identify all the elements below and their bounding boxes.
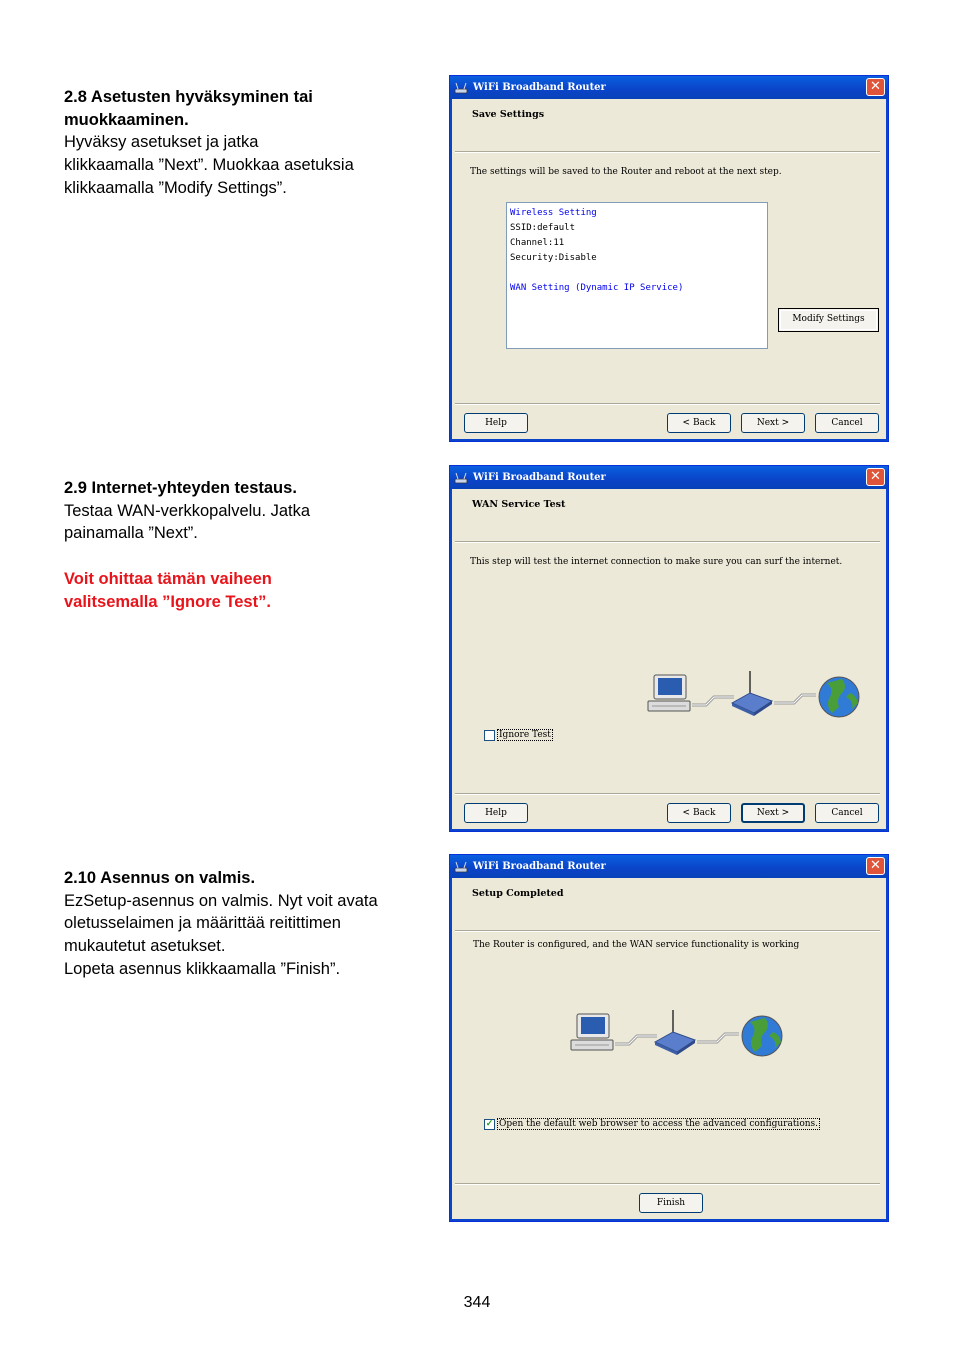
body-line: klikkaamalla ”Modify Settings”. <box>64 178 287 197</box>
title-bar[interactable] <box>450 466 888 489</box>
dialog-body <box>450 878 888 1221</box>
dialog-body <box>450 99 888 441</box>
security-value: Security:Disable <box>510 253 597 263</box>
next-button[interactable]: Next > <box>741 803 805 823</box>
body-line: painamalla ”Next”. <box>64 524 198 543</box>
close-button[interactable]: ✕ <box>866 857 885 875</box>
section-heading: 2.10 Asennus on valmis. <box>64 869 256 887</box>
globe-icon <box>742 1016 782 1056</box>
step-description: The Router is configured, and the WAN service functionality is working <box>473 940 800 950</box>
cancel-button[interactable]: Cancel <box>815 803 879 823</box>
router-icon <box>732 671 772 716</box>
router-app-icon <box>454 81 468 95</box>
body-line: Testaa WAN-verkkopalvelu. Jatka <box>64 501 311 520</box>
divider <box>455 151 880 153</box>
back-button[interactable]: < Back <box>667 803 731 823</box>
help-button[interactable]: Help <box>464 803 528 823</box>
body-line: mukautetut asetukset. <box>64 937 226 956</box>
section-wan-test-text <box>64 477 424 614</box>
close-button[interactable]: ✕ <box>866 78 885 96</box>
router-app-icon <box>454 860 468 874</box>
divider <box>455 930 880 932</box>
divider <box>455 403 880 405</box>
step-title: Setup Completed <box>472 888 564 899</box>
wan-heading: WAN Setting (Dynamic IP Service) <box>510 283 684 293</box>
section-heading: 2.8 Asetusten hyväksyminen tai muokkaaminen. <box>64 88 313 129</box>
close-button[interactable]: ✕ <box>866 468 885 486</box>
window-title: WiFi Broadband Router <box>473 472 606 483</box>
network-diagram <box>567 1006 787 1062</box>
open-browser-checkbox-row[interactable] <box>484 1118 820 1130</box>
body-line: Lopeta asennus klikkaamalla ”Finish”. <box>64 959 341 978</box>
step-title: WAN Service Test <box>472 499 566 510</box>
note-line: valitsemalla ”Ignore Test”. <box>64 592 271 611</box>
globe-icon <box>819 677 859 717</box>
divider <box>455 541 880 543</box>
window-title: WiFi Broadband Router <box>473 861 606 872</box>
step-title: Save Settings <box>472 109 545 120</box>
step-description: This step will test the internet connection to make sure you can surf the internet. <box>470 557 843 567</box>
section-heading: 2.9 Internet-yhteyden testaus. <box>64 479 297 497</box>
wan-service-test-dialog <box>449 465 889 832</box>
finish-button[interactable]: Finish <box>639 1193 703 1213</box>
title-bar[interactable] <box>450 855 888 878</box>
modify-settings-button[interactable]: Modify Settings <box>778 308 879 332</box>
help-button[interactable]: Help <box>464 413 528 433</box>
cancel-button[interactable]: Cancel <box>815 413 879 433</box>
network-diagram <box>644 667 864 723</box>
body-line: oletusselaimen ja määrittää reitittimen <box>64 914 341 933</box>
open-browser-checkbox[interactable]: ✓ <box>485 1118 494 1129</box>
computer-icon <box>571 1014 613 1050</box>
body-line: klikkaamalla ”Next”. Muokkaa asetuksia <box>64 156 354 175</box>
title-bar[interactable] <box>450 76 888 99</box>
dialog-body <box>450 489 888 831</box>
body-line: Hyväksy asetukset ja jatka <box>64 133 259 152</box>
ignore-test-note <box>64 568 424 613</box>
computer-icon <box>648 675 690 711</box>
step-description: The settings will be saved to the Router and reboot at the next step. <box>470 167 782 177</box>
open-browser-label[interactable]: Open the default web browser to access the advanced configurations. <box>499 1119 819 1129</box>
setup-completed-dialog <box>449 854 889 1222</box>
body-line: EzSetup-asennus on valmis. Nyt voit avata <box>64 891 378 910</box>
settings-summary <box>506 202 768 349</box>
section-setup-completed-text <box>64 867 424 981</box>
next-button[interactable]: Next > <box>741 413 805 433</box>
section-save-settings-text <box>64 86 424 200</box>
ignore-test-label[interactable]: Ignore Test <box>499 730 551 740</box>
router-icon <box>655 1010 695 1055</box>
ssid-value: SSID:default <box>510 223 576 233</box>
save-settings-dialog <box>449 75 889 442</box>
ignore-test-checkbox-row[interactable] <box>484 729 553 741</box>
ignore-test-checkbox[interactable] <box>484 730 495 741</box>
wireless-heading: Wireless Setting <box>510 208 597 218</box>
back-button[interactable]: < Back <box>667 413 731 433</box>
divider <box>455 1183 880 1185</box>
channel-value: Channel:11 <box>510 238 565 248</box>
note-line: Voit ohittaa tämän vaiheen <box>64 570 272 589</box>
router-app-icon <box>454 471 468 485</box>
page-number: 344 <box>463 1294 491 1311</box>
divider <box>455 793 880 795</box>
window-title: WiFi Broadband Router <box>473 82 606 93</box>
